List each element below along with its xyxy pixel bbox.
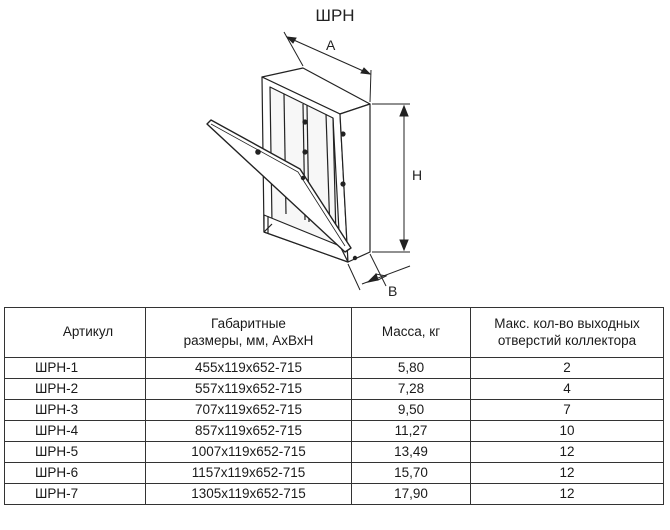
table-row xyxy=(5,463,664,484)
table-row xyxy=(5,484,664,505)
header-outlets-line1: Макс. кол-во выходных xyxy=(494,316,640,332)
cell-mass: 13,49 xyxy=(352,442,471,463)
cell-article: ШРН-5 xyxy=(5,442,146,463)
table-row xyxy=(5,442,664,463)
table-row xyxy=(5,400,664,421)
header-dimensions-line2: размеры, мм, АхВхН xyxy=(183,332,314,348)
cell-dimensions: 455х119х652-715 xyxy=(146,358,352,379)
cell-mass: 5,80 xyxy=(352,358,471,379)
specification-table xyxy=(4,307,664,505)
cell-outlets: 10 xyxy=(471,421,664,442)
table-row xyxy=(5,379,664,400)
dimension-label-h: H xyxy=(412,167,423,183)
cell-outlets: 12 xyxy=(471,442,664,463)
cell-article: ШРН-2 xyxy=(5,379,146,400)
cell-mass: 17,90 xyxy=(352,484,471,505)
table-row xyxy=(5,421,664,442)
figure-title: ШРН xyxy=(315,6,355,25)
cell-article: ШРН-7 xyxy=(5,484,146,505)
table-row xyxy=(5,358,664,379)
cell-outlets: 4 xyxy=(471,379,664,400)
cell-article: ШРН-6 xyxy=(5,463,146,484)
cell-outlets: 2 xyxy=(471,358,664,379)
cell-dimensions: 707х119х652-715 xyxy=(146,400,352,421)
cell-article: ШРН-1 xyxy=(5,358,146,379)
table-header-row xyxy=(5,308,664,358)
cell-dimensions: 557х119х652-715 xyxy=(146,379,352,400)
cell-mass: 9,50 xyxy=(352,400,471,421)
cell-dimensions: 1305х119х652-715 xyxy=(146,484,352,505)
header-dimensions-line1: Габаритные xyxy=(211,316,286,332)
cell-dimensions: 1007х119х652-715 xyxy=(146,442,352,463)
cell-mass: 15,70 xyxy=(352,463,471,484)
cell-mass: 7,28 xyxy=(352,379,471,400)
header-outlets-line2: отверстий коллектора xyxy=(497,332,637,348)
cell-article: ШРН-4 xyxy=(5,421,146,442)
header-article: Артикул xyxy=(5,308,146,358)
cell-dimensions: 857х119х652-715 xyxy=(146,421,352,442)
cell-outlets: 12 xyxy=(471,484,664,505)
cell-outlets: 12 xyxy=(471,463,664,484)
header-outlets xyxy=(471,308,664,358)
dimension-label-a: A xyxy=(326,37,336,53)
header-dimensions xyxy=(146,308,352,358)
cell-dimensions: 1157х119х652-715 xyxy=(146,463,352,484)
cell-article: ШРН-3 xyxy=(5,400,146,421)
cell-outlets: 7 xyxy=(471,400,664,421)
header-mass: Масса, кг xyxy=(352,308,471,358)
dimension-label-b: B xyxy=(388,283,398,299)
cell-mass: 11,27 xyxy=(352,421,471,442)
